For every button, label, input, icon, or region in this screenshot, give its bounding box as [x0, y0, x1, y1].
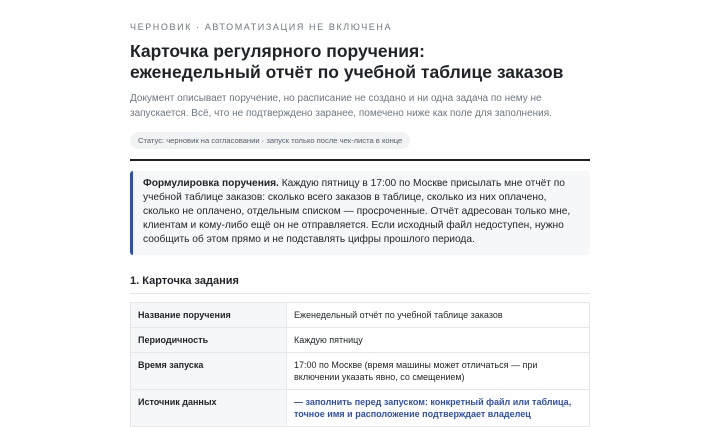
table-row [131, 390, 590, 427]
table-row [131, 353, 590, 390]
row-key: Время запуска [131, 353, 287, 390]
draft-eyebrow: ЧЕРНОВИК · АВТОМАТИЗАЦИЯ НЕ ВКЛЮЧЕНА [130, 22, 393, 32]
table-row [131, 328, 590, 353]
assignment-callout [130, 171, 590, 255]
table-row [131, 303, 590, 328]
page-title-line-2: еженедельный отчёт по учебной таблице заказов [130, 62, 564, 82]
row-key: Периодичность [131, 328, 287, 353]
row-value: Каждую пятницу [287, 328, 590, 353]
callout-label: Формулировка поручения. [143, 178, 279, 189]
status-badge: Статус: черновик на согласовании · запуск только после чек-листа в конце [130, 132, 410, 149]
row-key: Источник данных [131, 390, 287, 427]
section-title: 1. Карточка задания [130, 275, 590, 294]
lead-paragraph: Документ описывает поручение, но расписание не создано и ни одна задача по нему не запускается. Всё, что не подтверждено заранее, помечено ниже как поле для заполнения. [130, 93, 552, 119]
data-source-placeholder[interactable]: — заполнить перед запуском: конкретный файл или таблица, точное имя и расположение подтверждает владелец [287, 390, 590, 427]
header-divider [130, 159, 590, 161]
row-value: Еженедельный отчёт по учебной таблице заказов [287, 303, 590, 328]
callout-text: Каждую пятницу в 17:00 по Москве присылать мне отчёт по учебной таблице заказов: сколько всего заказов в таблице, сколько из них оплачено, сколько не оплачено, отдельным списком — просроченные. Отчёт адресован только мне, клиентам и кому-либо ещё он не отправляется. Если исходный файл недоступен, нужно сообщить об этом прямо и не подставлять цифры прошлого периода. [143, 178, 571, 245]
row-key: Название поручения [131, 303, 287, 328]
task-card-table [130, 302, 590, 427]
row-value: 17:00 по Москве (время машины может отличаться — при включении указать явно, со смещением) [287, 353, 590, 390]
page-title [130, 41, 590, 83]
page-title-line-1: Карточка регулярного поручения: [130, 41, 426, 61]
